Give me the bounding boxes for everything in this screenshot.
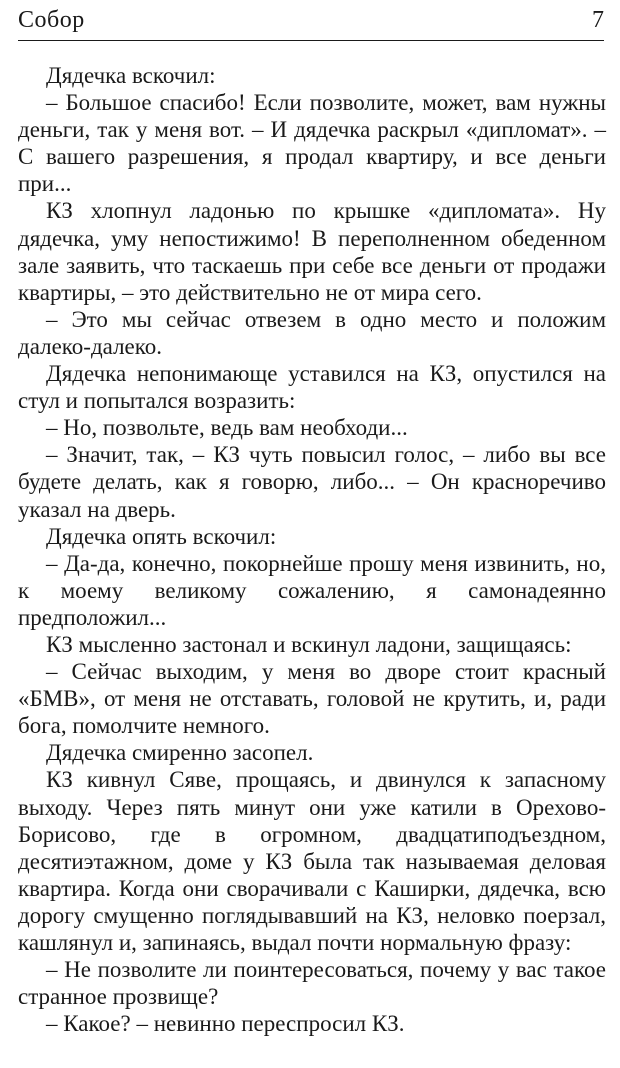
paragraph: – Не позволите ли поинтересоваться, почему у вас такое странное прозвище? <box>18 957 606 1010</box>
paragraph: Дядечка непонимающе уставился на КЗ, опустился на стул и попытался возразить: <box>18 361 606 414</box>
paragraph: Дядечка смиренно засопел. <box>46 740 314 766</box>
paragraph: – Да-да, конечно, покорнейше прошу меня извинить, но, к моему великому сожалению, я самонадеянно предположил... <box>18 550 606 630</box>
body-text <box>18 62 606 1037</box>
page-number: 7 <box>592 7 604 33</box>
paragraph: – Сейчас выходим, у меня во дворе стоит красный «БМВ», от меня не отставать, головой не крутить, и, ради бога, помолчите немного. <box>18 659 606 739</box>
paragraph: КЗ хлопнул ладонью по крышке «дипломата». Ну дядечка, уму непостижимо! В переполненном обеденном зале заявить, что таскаешь при себе все деньги от продажи квартиры, – это действительно не от мира сего. <box>18 198 606 305</box>
paragraph: Дядечка опять вскочил: <box>46 523 277 549</box>
running-head <box>18 6 604 41</box>
paragraph: Дядечка вскочил: <box>46 63 216 88</box>
running-title: Собор <box>18 7 85 33</box>
paragraph: – Какое? – невинно переспросил КЗ. <box>46 1011 405 1037</box>
paragraph: КЗ мысленно застонал и вскинул ладони, защищаясь: <box>46 631 572 657</box>
paragraph: – Значит, так, – КЗ чуть повысил голос, – либо вы все будете делать, как я говорю, либо... – Он красноречиво указал на дверь. <box>18 442 606 522</box>
paragraph: КЗ кивнул Сяве, прощаясь, и двинулся к запасному выходу. Через пять минут они уже катили в Орехово-Борисово, где в огромном, двадцатиподъездном, десятиэтажном, доме у КЗ была так называемая деловая квартира. Когда они сворачивали с Каширки, дядечка, всю дорогу смущенно поглядывавший на КЗ, неловко поерзал, кашлянул и, запинаясь, выдал почти нормальную фразу: <box>18 767 606 955</box>
paragraph: – Большое спасибо! Если позволите, может, вам нужны деньги, так у меня вот. – И дядечка раскрыл «дипломат». – С вашего разрешения, я продал квартиру, и все деньги при... <box>18 90 606 197</box>
paragraph: – Но, позвольте, ведь вам необходи... <box>46 415 408 441</box>
paragraph: – Это мы сейчас отвезем в одно место и положим далеко-далеко. <box>18 306 606 359</box>
